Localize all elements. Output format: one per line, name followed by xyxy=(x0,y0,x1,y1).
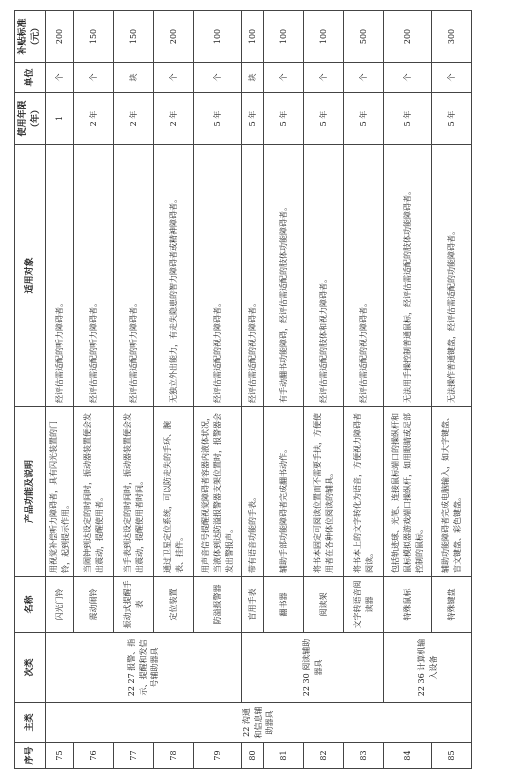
row-seq: 85 xyxy=(432,743,472,769)
row-unit: 个 xyxy=(344,63,384,93)
row-func: 用声音信号提醒视觉障碍者容器内液体状况，当液体到达防溢报警器支架位置时，报警器会发出警报声。 xyxy=(194,407,242,577)
row-target: 有手动翻书功能障碍，经评估需适配的肢体功能障碍者。 xyxy=(264,145,304,407)
row-seq: 79 xyxy=(194,743,242,769)
row-subsidy: 200 xyxy=(384,11,432,63)
sub-category-cell: 22 30 阅读辅助器具 xyxy=(242,633,384,703)
main-category-cell: 22 沟通和信息辅助器具 xyxy=(46,703,472,743)
row-unit: 个 xyxy=(194,63,242,93)
row-seq: 82 xyxy=(304,743,344,769)
row-subsidy: 100 xyxy=(242,11,264,63)
row-years: 5 年 xyxy=(344,93,384,145)
row-func: 带有语音功能的手表。 xyxy=(242,407,264,577)
row-func: 包括轨迹球、光笔、连接鼠标端口的操纵杆和鼠标模拟器游戏端口操纵杆，如用眼睛或足部控制的鼠标。 xyxy=(384,407,432,577)
header-subsidy: 补贴标准（元） xyxy=(15,11,46,63)
row-years: 2 年 xyxy=(74,93,114,145)
row-years: 5 年 xyxy=(432,93,472,145)
header-func: 产品功能及说明 xyxy=(15,407,46,577)
row-unit: 个 xyxy=(432,63,472,93)
row-seq: 78 xyxy=(154,743,194,769)
row-subsidy: 150 xyxy=(114,11,154,63)
row-years: 5 年 xyxy=(384,93,432,145)
row-target: 无独立外出能力，有走失隐患的智力障碍者或精神障碍者。 xyxy=(154,145,194,407)
header-unit: 单位 xyxy=(15,63,46,93)
row-name: 阅读架 xyxy=(304,577,344,633)
header-years: 使用年限（年） xyxy=(15,93,46,145)
row-name: 特殊键盘 xyxy=(432,577,472,633)
table-row xyxy=(384,11,432,769)
row-name: 文字转语音阅读器 xyxy=(344,577,384,633)
row-subsidy: 100 xyxy=(304,11,344,63)
header-row xyxy=(15,11,46,769)
row-subsidy: 300 xyxy=(432,11,472,63)
row-name: 防溢报警器 xyxy=(194,577,242,633)
row-name: 定位装置 xyxy=(154,577,194,633)
header-seq: 序号 xyxy=(15,743,46,769)
row-name: 特殊鼠标 xyxy=(384,577,432,633)
row-seq: 77 xyxy=(114,743,154,769)
row-subsidy: 100 xyxy=(264,11,304,63)
row-target: 经评估需适配的听力障碍者。 xyxy=(46,145,74,407)
row-unit: 个 xyxy=(74,63,114,93)
header-name: 名称 xyxy=(15,577,46,633)
row-target: 经评估需适配的听力障碍者。 xyxy=(74,145,114,407)
row-target: 经评估需适配的听力障碍者。 xyxy=(114,145,154,407)
row-func: 辅助手部功能障碍者完成翻书动作。 xyxy=(264,407,304,577)
row-name: 震动闹铃 xyxy=(74,577,114,633)
row-target: 经评估需适配的肢体和视力障碍者。 xyxy=(304,145,344,407)
row-seq: 84 xyxy=(384,743,432,769)
row-unit: 个 xyxy=(46,63,74,93)
row-name: 闪光门铃 xyxy=(46,577,74,633)
row-years: 5 年 xyxy=(304,93,344,145)
row-years: 5 年 xyxy=(242,93,264,145)
header-sub: 次类 xyxy=(15,633,46,703)
row-func: 通过卫星定位系统，可以防走失的手环、腕表、挂件。 xyxy=(154,407,194,577)
subsidy-table xyxy=(14,10,472,769)
row-unit: 个 xyxy=(264,63,304,93)
row-subsidy: 100 xyxy=(194,11,242,63)
row-unit: 个 xyxy=(384,63,432,93)
row-seq: 83 xyxy=(344,743,384,769)
header-target: 适用对象 xyxy=(15,145,46,407)
row-func: 将书本固定可阅读位置而不需要手扶，方便使用者在各种体位阅读的辅具。 xyxy=(304,407,344,577)
row-seq: 75 xyxy=(46,743,74,769)
row-unit: 个 xyxy=(154,63,194,93)
row-target: 无法操作普通键盘，经评估需适配的功能障碍者。 xyxy=(432,145,472,407)
row-years: 2 年 xyxy=(154,93,194,145)
row-func: 辅助功能障碍者完成电脑输入，如大字键盘、盲文键盘、彩色键盘。 xyxy=(432,407,472,577)
row-target: 经评估需适配的视力障碍者。 xyxy=(242,145,264,407)
row-unit: 块 xyxy=(114,63,154,93)
row-seq: 80 xyxy=(242,743,264,769)
header-main: 主类 xyxy=(15,703,46,743)
row-unit: 块 xyxy=(242,63,264,93)
row-years: 5 年 xyxy=(264,93,304,145)
row-target: 无法用手操控制普通鼠标，经评估需适配的肢体功能障碍者。 xyxy=(384,145,432,407)
row-name: 振动式提醒手表 xyxy=(114,577,154,633)
table-row xyxy=(242,11,264,769)
row-seq: 76 xyxy=(74,743,114,769)
row-subsidy: 200 xyxy=(46,11,74,63)
row-years: 2 年 xyxy=(114,93,154,145)
row-subsidy: 200 xyxy=(154,11,194,63)
row-func: 当手表到达设定的时间时，振动器装置便会发出震动，提醒使用者时间。 xyxy=(114,407,154,577)
row-func: 将书本上的文字转化为语音，方便视力障碍者阅读。 xyxy=(344,407,384,577)
row-seq: 81 xyxy=(264,743,304,769)
row-subsidy: 500 xyxy=(344,11,384,63)
sub-category-cell: 22 36 计算机输入设备 xyxy=(384,633,472,703)
row-years: 5 年 xyxy=(194,93,242,145)
row-func: 当闹钟到达设定的时间时，振动器装置便会发出震动，提醒使用者。 xyxy=(74,407,114,577)
row-name: 盲用手表 xyxy=(242,577,264,633)
row-unit: 个 xyxy=(304,63,344,93)
table-row xyxy=(46,11,74,769)
row-target: 经评估需适配的视力障碍者。 xyxy=(344,145,384,407)
row-years: 1 xyxy=(46,93,74,145)
row-target: 经评估需适配的视力障碍者。 xyxy=(194,145,242,407)
sub-category-cell: 22 27 报警、指示、提醒和发信号辅助器具 xyxy=(46,633,242,703)
row-name: 翻书器 xyxy=(264,577,304,633)
row-func: 用视觉补偿听力障碍者，具有闪光装置的门铃，起到提示作用。 xyxy=(46,407,74,577)
row-subsidy: 150 xyxy=(74,11,114,63)
